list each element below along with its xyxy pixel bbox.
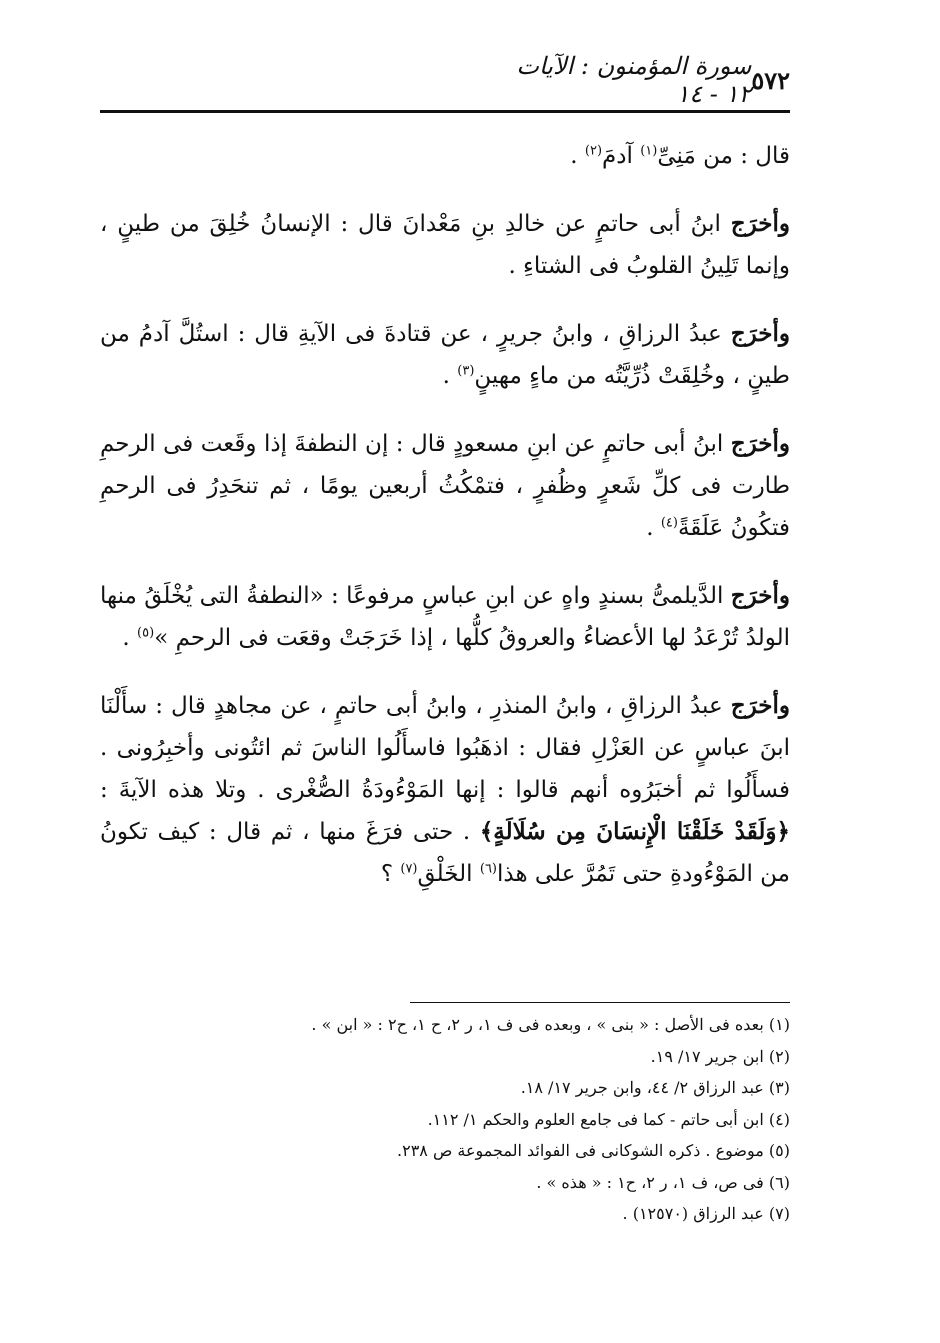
paragraph-text: . <box>570 143 585 169</box>
footnote-ref: (٦) <box>479 861 497 877</box>
main-text <box>100 135 790 921</box>
paragraph-text: ابنُ أبى حاتمٍ عن ابنِ مسعودٍ قال : إن النطفةَ إذا وقَعت فى الرحمِ طارت فى كلِّ شَعرٍ وظُفرٍ ، فتمْكُثُ أربعين يومًا ، ثم تنحَدِرُ فى الرحمِ فتكُونُ عَلَقَةً <box>100 431 790 541</box>
footnote: (٦) فى ص، ف ١، ر ٢، ح١ : « هذه » . <box>536 1172 790 1192</box>
footnote: (٢) ابن جرير ١٧/ ١٩. <box>650 1046 790 1066</box>
paragraph-text: آدمَ <box>602 143 641 169</box>
page-number: ٥٧٢ <box>751 65 790 95</box>
footnote: (٤) ابن أبى حاتم - كما فى جامع العلوم والحكم ١/ ١١٢. <box>427 1109 790 1129</box>
paragraph-text: عبدُ الرزاقِ ، وابنُ جريرٍ ، عن قتادةَ فى الآيةِ قال : استُلَّ آدمُ من طينٍ ، وخُلِقَتْ ذُرِّيَّتُه من ماءٍ مهينٍ <box>100 321 790 389</box>
lead-word: وأخرَج <box>730 692 790 719</box>
lead-word: وأخرَج <box>730 582 790 609</box>
footnote-ref: (٢) <box>584 143 603 159</box>
paragraph <box>100 313 790 397</box>
paragraph <box>100 203 790 287</box>
paragraph <box>100 135 790 177</box>
lead-word: وأخرَج <box>730 210 790 237</box>
footnote-list <box>100 1009 790 1230</box>
paragraph-text: الدَّيلمىُّ بسندٍ واهٍ عن ابنِ عباسٍ مرفوعًا : «النطفةُ التى يُخْلَقُ منها الولدُ تُرْعَدُ لها الأعضاءُ والعروقُ كلُّها ، إذا خَرَجَتْ وقعَت فى الرحمِ » <box>100 583 790 651</box>
paragraph-text: الخَلْقِ <box>417 861 480 887</box>
footnote: (٥) موضوع . ذكره الشوكانى فى الفوائد المجموعة ص ٢٣٨. <box>397 1141 790 1160</box>
paragraph-text: عبدُ الرزاقِ ، وابنُ المنذرِ ، وابنُ أبى حاتمٍ ، عن مجاهدٍ قال : سأَلْنَا ابنَ عباسٍ عن العَزْلِ فقال : اذهَبُوا فاسأَلُوا الناسَ ثم ائتُونى وأخبِرُونى . فسأَلُوا ثم أخبَرُوه أنهم قالوا : إنها المَوْءُودَةُ الصُّغْرى . وتلا هذه الآيةَ : <box>100 693 790 803</box>
page-header <box>100 52 790 108</box>
paragraph-text: . <box>122 625 138 651</box>
footnote-ref: (٧) <box>400 861 418 877</box>
paragraph-text: . حتى فرَغَ منها ، ثم قال : كيف تكونُ من المَوْءُودةِ حتى تَمُرَّ على هذا <box>100 819 790 887</box>
footnote-ref: (١) <box>640 143 658 159</box>
lead-word: وأخرَج <box>730 430 790 457</box>
footnote: (٧) عبد الرزاق (١٢٥٧٠) . <box>622 1204 790 1223</box>
footnote-ref: (٣) <box>457 363 475 379</box>
footnote: (١) بعده فى الأصل : « بنى » ، وبعده فى ف ١، ر ٢، ح ١، ح٢ : « ابن » . <box>311 1015 790 1034</box>
footnote-ref: (٥) <box>137 625 155 641</box>
paragraph-text: ابنُ أبى حاتمٍ عن خالدِ بنِ مَعْدانَ قال : الإنسانُ خُلِقَ من طينٍ ، وإنما تَلِينُ القلوبُ فى الشتاءِ . <box>100 211 790 279</box>
footnote-separator <box>410 1002 790 1003</box>
paragraph <box>100 423 790 549</box>
footnotes <box>100 1002 790 1230</box>
paragraph-text: ؟ <box>380 861 401 887</box>
header-rule <box>100 110 790 113</box>
quran-verse: ﴿وَلَقَدْ خَلَقْنَا الْإِنسَانَ مِن سُلَالَةٍ﴾ <box>479 818 790 845</box>
paragraph-text: . <box>442 363 458 389</box>
paragraph-text: قال : من مَنِىِّ <box>657 143 790 169</box>
paragraph-text: . <box>646 515 661 541</box>
lead-word: وأخرَج <box>730 320 790 347</box>
paragraph <box>100 575 790 659</box>
running-title: سورة المؤمنون : الآيات ١٢ - ١٤ <box>516 52 752 108</box>
footnote: (٣) عبد الرزاق ٢/ ٤٤، وابن جرير ١٧/ ١٨. <box>520 1078 790 1097</box>
footnote-ref: (٤) <box>660 515 678 531</box>
paragraph <box>100 685 790 895</box>
